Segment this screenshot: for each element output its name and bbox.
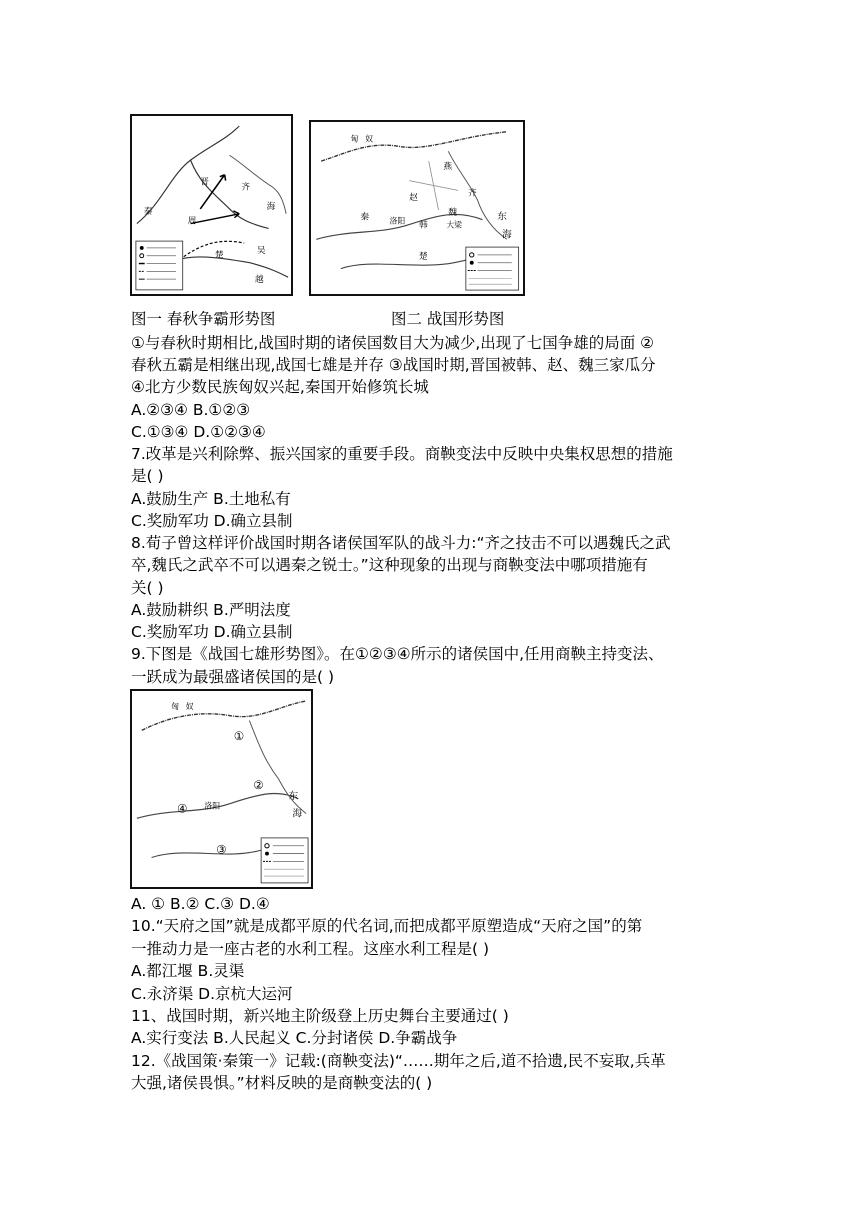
text-line: ①与春秋时期相比,战国时期的诸侯国数目大为减少,出现了七国争雄的局面 ② [131,334,655,352]
option-line: A.实行变法 B.人民起义 C.分封诸侯 D.争霸战争 [131,1029,458,1047]
svg-text:魏: 魏 [448,207,458,218]
option-line: C.奖励军功 D.确立县制 [131,512,293,530]
svg-text:东: 东 [288,790,299,802]
svg-text:燕: 燕 [443,161,453,172]
option-line: C.永济渠 D.京杭大运河 [131,985,293,1003]
text-line: ④北方少数民族匈奴兴起,秦国开始修筑长城 [131,378,429,396]
map-warring-states [309,120,525,296]
svg-text:奴: 奴 [185,701,194,711]
option-line: C.奖励军功 D.确立县制 [131,623,293,641]
svg-text:楚: 楚 [418,251,428,262]
text-line: 是( ) [131,467,164,485]
svg-text:海: 海 [292,808,303,820]
marker-1: ① [233,729,245,744]
svg-text:越: 越 [254,275,264,286]
map-spring-autumn [130,114,293,296]
text-line: 一推动力是一座古老的水利工程。这座水利工程是( ) [131,940,490,958]
question-10: 10.“天府之国”就是成都平原的代名词,而把成都平原塑造成“天府之国”的第 [131,917,643,935]
svg-text:东: 东 [497,211,507,223]
svg-text:秦: 秦 [143,206,153,217]
marker-3: ③ [216,842,227,857]
text-line: 关( ) [131,579,164,597]
question-9: 9.下图是《战国七雄形势图》。在①②③④所示的诸侯国中,任用商鞅主持变法、 [131,645,664,663]
option-line: A.鼓励耕织 B.严明法度 [131,601,291,619]
option-line: A.鼓励生产 B.土地私有 [131,490,291,508]
caption-map1: 图一 春秋争霸形势图 [131,310,276,328]
marker-4: ④ [176,801,188,816]
question-8: 8.荀子曾这样评价战国时期各诸侯国军队的战斗力:“齐之技击不可以遇魏氏之武 [131,534,671,552]
map-spring-autumn-drawing [132,116,291,294]
question-11: 11、战国时期，新兴地主阶级登上历史舞台主要通过( ) [131,1007,509,1025]
svg-text:海: 海 [502,229,512,241]
option-line: C.①③④ D.①②③④ [131,423,266,441]
question-12: 12.《战国策·秦策一》记载:(商鞅变法)“……期年之后,道不拾遗,民不妄取,兵革 [131,1052,666,1070]
svg-text:吴: 吴 [256,245,266,256]
option-line: A.②③④ B.①②③ [131,401,251,419]
svg-text:赵: 赵 [409,193,418,204]
option-line: A.都江堰 B.灵渠 [131,962,245,980]
svg-text:秦: 秦 [360,212,370,223]
question-7: 7.改革是兴利除弊、振兴国家的重要手段。商鞅变法中反映中央集权思想的措施 [131,445,673,463]
text-line: 春秋五霸是相继出现,战国七雄是并存 ③战国时期,晋国被韩、赵、魏三家瓜分 [131,356,656,374]
map1-label: 齐 [241,182,251,193]
figure-caption [131,309,504,329]
caption-map2: 图二 战国形势图 [391,310,505,328]
map-seven-states [130,689,313,889]
svg-text:周: 周 [187,216,197,227]
text-line: 卒,魏氏之武卒不可以遇秦之锐士。”这种现象的出现与商鞅变法中哪项措施有 [131,556,648,574]
svg-text:匈: 匈 [171,701,179,711]
map-warring-states-drawing [311,122,523,294]
svg-text:海: 海 [266,201,276,212]
svg-text:齐: 齐 [467,188,477,199]
text-line: 一跃成为最强盛诸侯国的是( ) [131,668,335,686]
svg-text:洛阳: 洛阳 [389,216,406,226]
svg-text:匈: 匈 [350,134,359,144]
svg-text:大梁: 大梁 [446,220,462,230]
marker-2: ② [253,778,264,792]
text-line: 大强,诸侯畏惧。”材料反映的是商鞅变法的( ) [131,1074,433,1092]
option-line: A. ① B.② C.③ D.④ [131,895,270,913]
svg-text:洛阳: 洛阳 [204,801,221,811]
svg-text:楚: 楚 [214,250,224,261]
svg-text:晋: 晋 [200,177,210,188]
map-seven-states-drawing [132,691,311,887]
svg-text:奴: 奴 [365,134,374,144]
svg-text:韩: 韩 [418,220,428,231]
